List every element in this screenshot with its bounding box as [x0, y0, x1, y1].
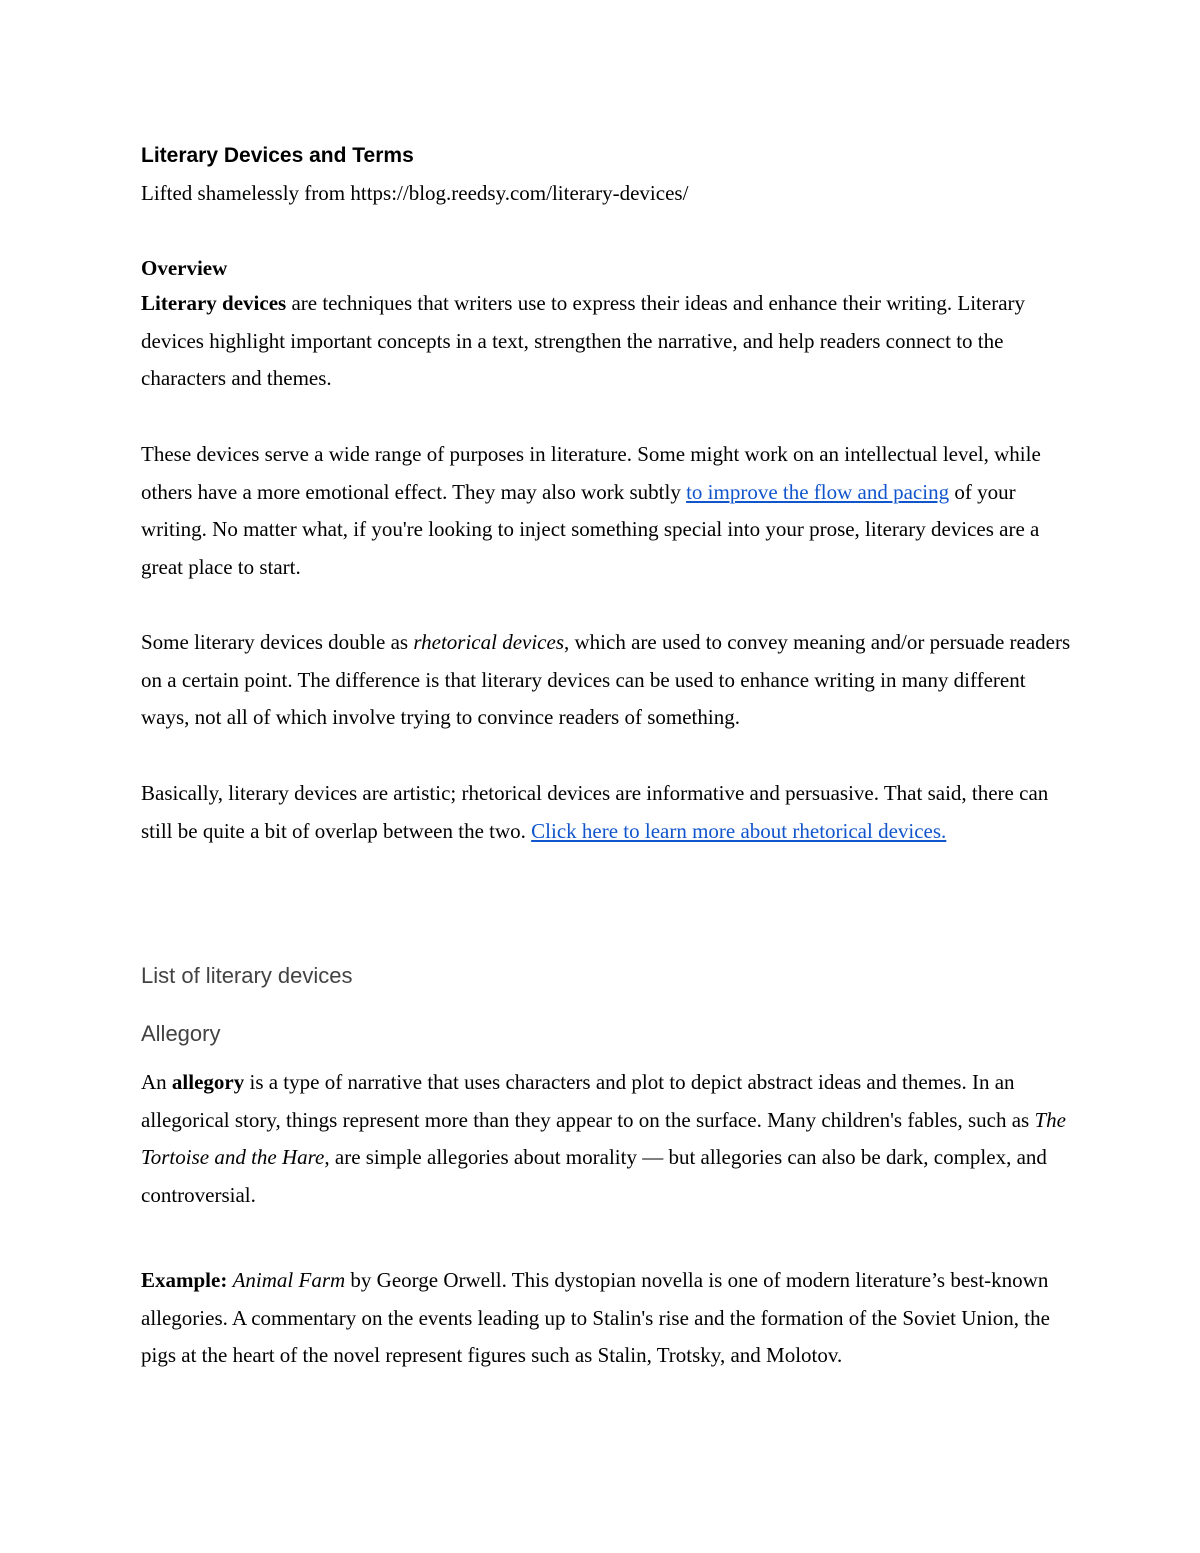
overview-paragraph	[141, 285, 1071, 398]
bold-term-literary-devices: Literary devices	[141, 291, 287, 315]
allegory-heading: Allegory	[141, 1021, 221, 1046]
paragraph-text: by George Orwell. This dystopian novella is one of modern literature’s best-known allegories. A commentary on the events leading up to Stalin's rise and the formation of the Soviet Union, the pigs at the heart of the novel represent figures such as Stalin, Trotsky, and Molotov.	[141, 1268, 1050, 1368]
paragraph-text: , are simple allegories about morality — but allegories can also be dark, complex, and controversial.	[141, 1145, 1047, 1207]
source-line: Lifted shamelessly from https://blog.reedsy.com/literary-devices/	[141, 181, 689, 205]
allegory-paragraph	[141, 1064, 1071, 1214]
example-paragraph	[141, 1262, 1071, 1375]
overview-heading: Overview	[141, 256, 228, 280]
paragraph-text: , which are used to convey meaning and/or persuade readers on a certain point. The difference is that literary devices can be used to enhance writing in many different ways, not all of which involve trying to convince readers of something.	[141, 630, 1071, 730]
rhetorical-paragraph	[141, 624, 1071, 737]
paragraph-text: are techniques that writers use to express their ideas and enhance their writing. Literary devices highlight important concepts in a text, strengthen the narrative, and help readers connect to the characters and themes.	[141, 291, 1026, 391]
bold-term-allegory: allegory	[171, 1070, 245, 1094]
list-heading: List of literary devices	[141, 963, 353, 988]
example-label: Example:	[141, 1268, 228, 1292]
paragraph-text: Some literary devices double as	[141, 630, 414, 654]
purposes-paragraph	[141, 436, 1071, 586]
italic-title-tortoise-hare: The Tortoise and the Hare	[141, 1107, 1066, 1170]
paragraph-text: Basically, literary devices are artistic; rhetorical devices are informative and persuasive. That said, there can still be quite a bit of overlap between the two.	[141, 781, 1049, 843]
italic-term-rhetorical-devices: rhetorical devices	[413, 630, 564, 654]
document-title: Literary Devices and Terms	[141, 144, 414, 167]
flow-pacing-link[interactable]: to improve the flow and pacing	[686, 479, 950, 504]
paragraph-text: An	[141, 1070, 172, 1094]
paragraph-text: These devices serve a wide range of purposes in literature. Some might work on an intellectual level, while others have a more emotional effect. They may also work subtly	[141, 442, 1041, 504]
artistic-paragraph	[141, 775, 1071, 850]
paragraph-text: is a type of narrative that uses characters and plot to depict abstract ideas and themes. In an allegorical story, things represent more than they appear to on the surface. Many children's fables, such as	[141, 1070, 1035, 1132]
rhetorical-devices-link[interactable]: Click here to learn more about rhetorical devices.	[531, 818, 947, 843]
italic-title-animal-farm: Animal Farm	[232, 1268, 346, 1292]
paragraph-text: of your writing. No matter what, if you're looking to inject something special into your prose, literary devices are a great place to start.	[141, 479, 1040, 579]
